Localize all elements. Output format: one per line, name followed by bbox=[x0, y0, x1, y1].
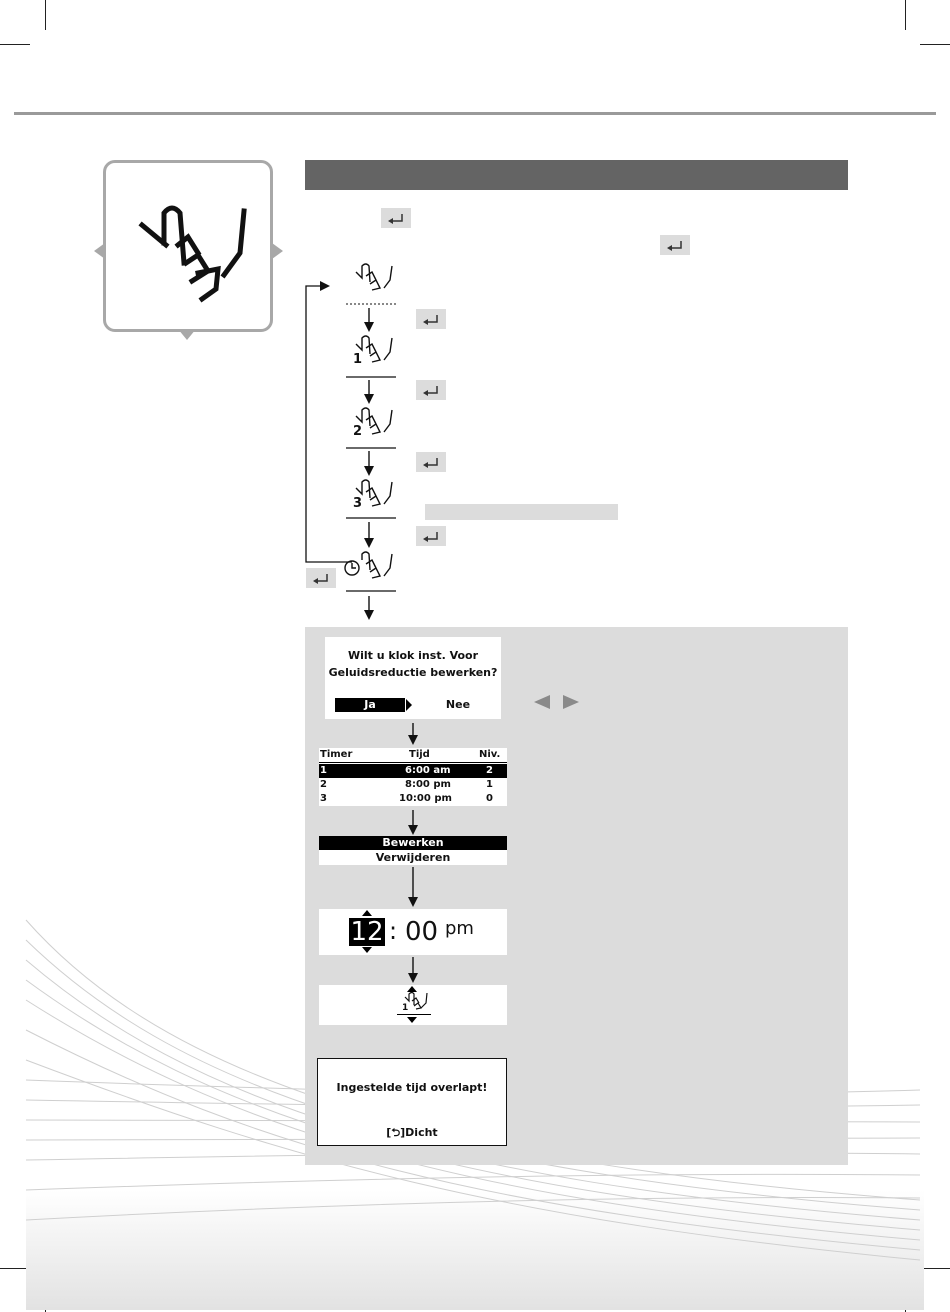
enter-key-icon bbox=[416, 380, 446, 400]
left-arrow-icon[interactable] bbox=[93, 242, 107, 260]
highlight-bar bbox=[425, 504, 618, 520]
enter-key-icon bbox=[660, 235, 690, 255]
time-setting-display bbox=[319, 909, 507, 955]
cell-time: 8:00 pm bbox=[405, 779, 451, 790]
crop-mark bbox=[905, 0, 906, 30]
col-header-level: Niv. bbox=[479, 749, 501, 760]
cell-level: 0 bbox=[486, 793, 493, 804]
cell-level: 1 bbox=[486, 779, 493, 790]
enter-key-icon bbox=[416, 526, 446, 546]
timer-table bbox=[319, 748, 507, 806]
enter-key-icon bbox=[416, 309, 446, 329]
delete-menu-item[interactable]: Verwijderen bbox=[375, 851, 451, 864]
hour-field[interactable]: 12 bbox=[350, 917, 384, 947]
period-field[interactable]: pm bbox=[445, 918, 474, 939]
right-arrow-icon bbox=[561, 694, 581, 710]
level-label-3: 3 bbox=[353, 496, 363, 511]
time-separator: : bbox=[389, 917, 398, 945]
cell-timer: 3 bbox=[320, 793, 327, 804]
down-arrow-icon[interactable] bbox=[407, 1017, 417, 1023]
level-number: 1 bbox=[402, 1003, 409, 1013]
table-row[interactable] bbox=[319, 778, 507, 792]
table-row[interactable] bbox=[319, 764, 507, 778]
dialog-question-line2: Geluidsreductie bewerken? bbox=[328, 666, 498, 679]
cell-level: 2 bbox=[486, 765, 493, 776]
confirm-dialog bbox=[325, 637, 501, 719]
level-label-2: 2 bbox=[353, 424, 363, 439]
mode-cycle-diagram bbox=[300, 260, 420, 630]
level-label-1: 1 bbox=[353, 352, 363, 367]
no-button[interactable]: Nee bbox=[445, 698, 471, 711]
header-divider bbox=[319, 762, 507, 763]
enter-key-icon bbox=[416, 452, 446, 472]
right-arrow-icon[interactable] bbox=[270, 242, 284, 260]
page-rule bbox=[14, 112, 936, 115]
left-arrow-icon bbox=[532, 694, 552, 710]
section-header-bar bbox=[305, 160, 848, 190]
caret-right-icon bbox=[405, 698, 413, 712]
dialog-question-line1: Wilt u klok inst. Voor bbox=[347, 649, 479, 662]
col-header-timer: Timer bbox=[320, 749, 353, 760]
edit-menu bbox=[319, 836, 507, 865]
overlap-message: Ingestelde tijd overlapt! bbox=[336, 1081, 488, 1094]
close-button[interactable]: [⮌]Dicht bbox=[386, 1126, 438, 1139]
quiet-hand-icon bbox=[106, 163, 270, 329]
table-row[interactable] bbox=[319, 792, 507, 806]
cell-time: 10:00 pm bbox=[399, 793, 452, 804]
up-arrow-icon[interactable] bbox=[362, 910, 372, 916]
mode-icon-frame bbox=[103, 160, 273, 332]
crop-mark bbox=[45, 0, 46, 30]
down-arrow-icon[interactable] bbox=[177, 328, 197, 342]
yes-button[interactable]: Ja bbox=[335, 698, 405, 712]
cell-time: 6:00 am bbox=[405, 765, 451, 776]
minutes-field[interactable]: 00 bbox=[405, 917, 439, 947]
cell-timer: 2 bbox=[320, 779, 327, 790]
crop-mark bbox=[0, 44, 30, 45]
edit-menu-item[interactable]: Bewerken bbox=[319, 836, 507, 850]
overlap-warning-dialog bbox=[317, 1058, 507, 1146]
level-underline bbox=[397, 1014, 431, 1015]
level-selection-display bbox=[319, 985, 507, 1025]
cell-timer: 1 bbox=[320, 765, 327, 776]
crop-mark bbox=[920, 44, 950, 45]
col-header-time: Tijd bbox=[409, 749, 430, 760]
enter-key-icon bbox=[381, 208, 411, 228]
down-arrow-icon[interactable] bbox=[362, 947, 372, 953]
